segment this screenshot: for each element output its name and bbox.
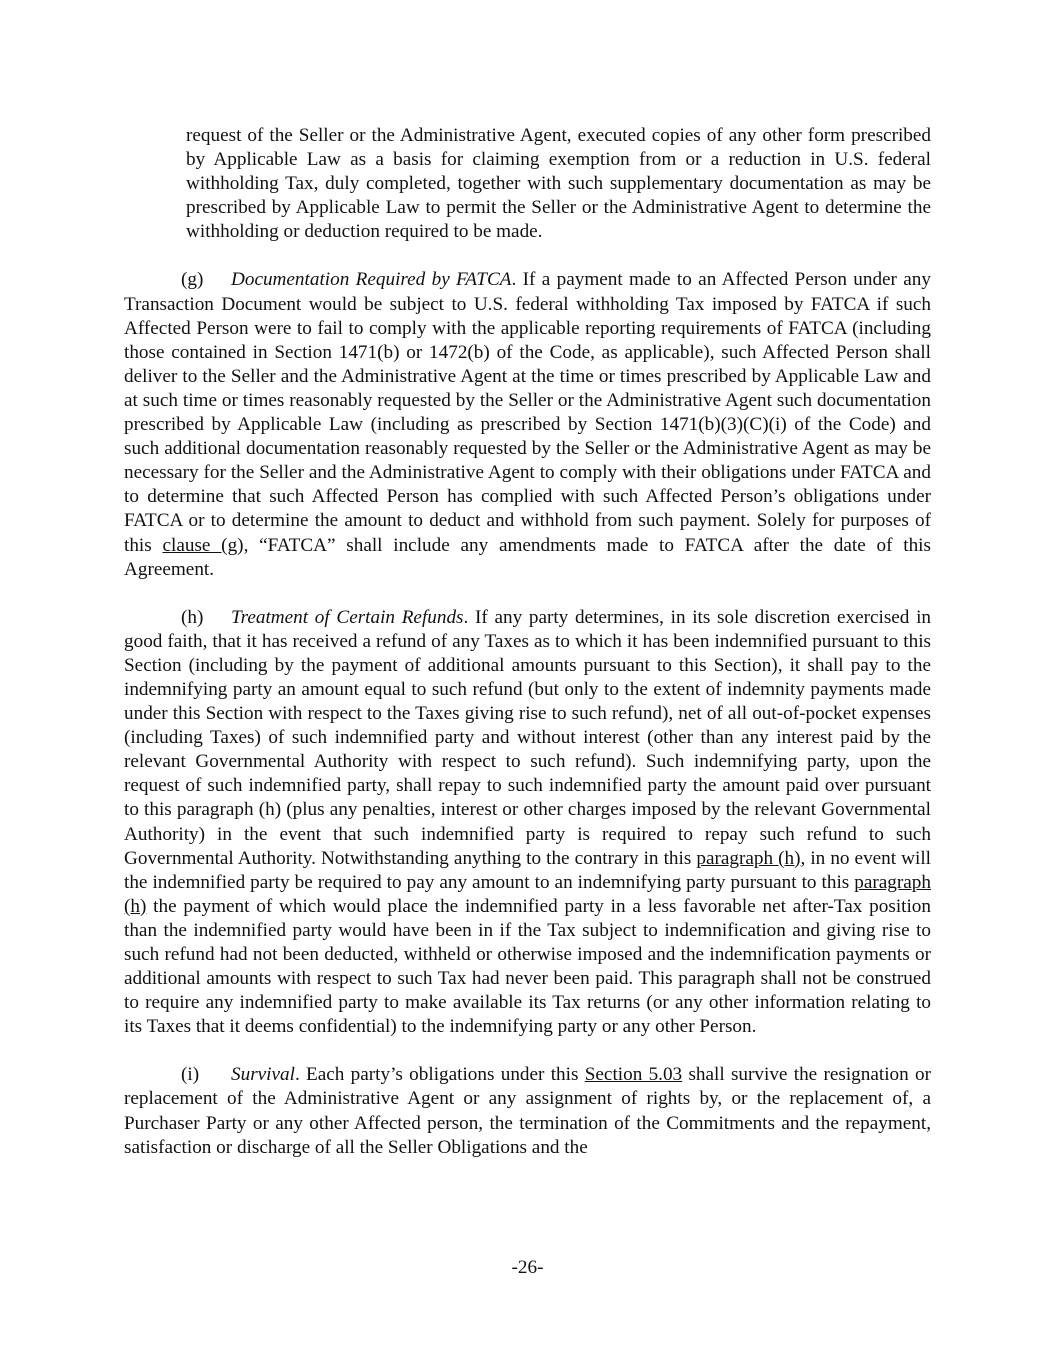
section-g-text-2: , “FATCA” shall include any amendments made to FATCA after the date of this Agreement. bbox=[124, 534, 931, 580]
section-g-text-1: . If a payment made to an Affected Person under any Transaction Document would be subject to U.S. federal withholding Tax imposed by FATCA if such Affected Person were to fail to comply with the applicable reporting requirements of FATCA (including those contained in Section 1471(b) or 1472(b) of the Code, as applicable), such Affected Person shall deliver to the Seller and the Administrative Agent at the time or times prescribed by Applicable Law and at such time or times reasonably requested by the Seller or the Administrative Agent such documentation prescribed by Applicable Law (including as prescribed by Section 1471(b)(3)(C)(i) of the Code) and such additional documentation reasonably requested by the Seller or the Administrative Agent as may be necessary for the Seller and the Administrative Agent to comply with their obligations under FATCA and to determine that such Affected Person has complied with such Affected Person’s obligations under FATCA or to determine the amount to deduct and withhold from such payment. Solely for purposes of this bbox=[124, 269, 931, 556]
section-i-text-1: . Each party’s obligations under this bbox=[294, 1064, 585, 1086]
section-h-text-3: the payment of which would place the indemnified party in a less favorable net after-Tax position than the indemnified party would have been in if the Tax subject to indemnification and giving rise to such refund had not been deducted, withheld or otherwise imposed and the indemnification payments or additional amounts with respect to such Tax had never been paid. This paragraph shall not be construed to require any indemnified party to make available its Tax returns (or any other information relating to its Taxes that it deems confidential) to the indemnifying party or any other Person. bbox=[124, 895, 931, 1038]
section-h-label: (h) bbox=[181, 606, 204, 628]
document-page bbox=[124, 124, 931, 1160]
section-i-text-2: shall survive the resignation or replacement of the Administrative Agent or any assignment of rights by, or the replacement of, a Purchaser Party or any other Affected person, the termination of the Commitments and the repayment, satisfaction or discharge of all the Seller Obligations and the bbox=[124, 1064, 931, 1158]
section-i-heading: Survival bbox=[231, 1064, 295, 1086]
section-h-heading: Treatment of Certain Refunds bbox=[231, 606, 464, 628]
section-g-ref-clause-g: clause (g) bbox=[162, 534, 244, 556]
section-i-ref-section-5-03: Section 5.03 bbox=[584, 1064, 683, 1086]
section-h bbox=[124, 606, 931, 1040]
section-h-text-1: . If any party determines, in its sole discretion exercised in good faith, that it has received a refund of any Taxes as to which it has been indemnified pursuant to this Section (including by the payment of additional amounts pursuant to this Section), it shall pay to the indemnifying party an amount equal to such refund (but only to the extent of indemnity payments made under this Section with respect to the Taxes giving rise to such refund), net of all out-of-pocket expenses (including Taxes) of such indemnified party and without interest (other than any interest paid by the relevant Governmental Authority with respect to such refund). Such indemnifying party, upon the request of such indemnified party, shall repay to such indemnified party the amount paid over pursuant to this paragraph (h) (plus any penalties, interest or other charges imposed by the relevant Governmental Authority) in the event that such indemnified party is required to repay such refund to such Governmental Authority. Notwithstanding anything to the contrary in this bbox=[124, 606, 932, 869]
section-g-label: (g) bbox=[181, 269, 204, 291]
page-number: -26- bbox=[511, 1257, 544, 1278]
section-g-heading: Documentation Required by FATCA bbox=[231, 269, 512, 291]
section-h-text-2: , in no event will the indemnified party be required to pay any amount to an indemnifying party pursuant to this bbox=[124, 847, 932, 893]
section-i-label: (i) bbox=[181, 1064, 200, 1086]
section-i bbox=[124, 1063, 931, 1159]
section-h-ref-paragraph-h-1: paragraph (h) bbox=[696, 847, 801, 869]
section-g bbox=[124, 268, 931, 581]
continuation-paragraph: request of the Seller or the Administrative Agent, executed copies of any other form prescribed by Applicable Law as a basis for claiming exemption from or a reduction in U.S. federal withholding Tax, duly completed, together with such supplementary documentation as may be prescribed by Applicable Law to permit the Seller or the Administrative Agent to determine the withholding or deduction required to be made. bbox=[186, 125, 931, 243]
section-h-ref-paragraph-h-2: paragraph (h) bbox=[124, 871, 931, 917]
